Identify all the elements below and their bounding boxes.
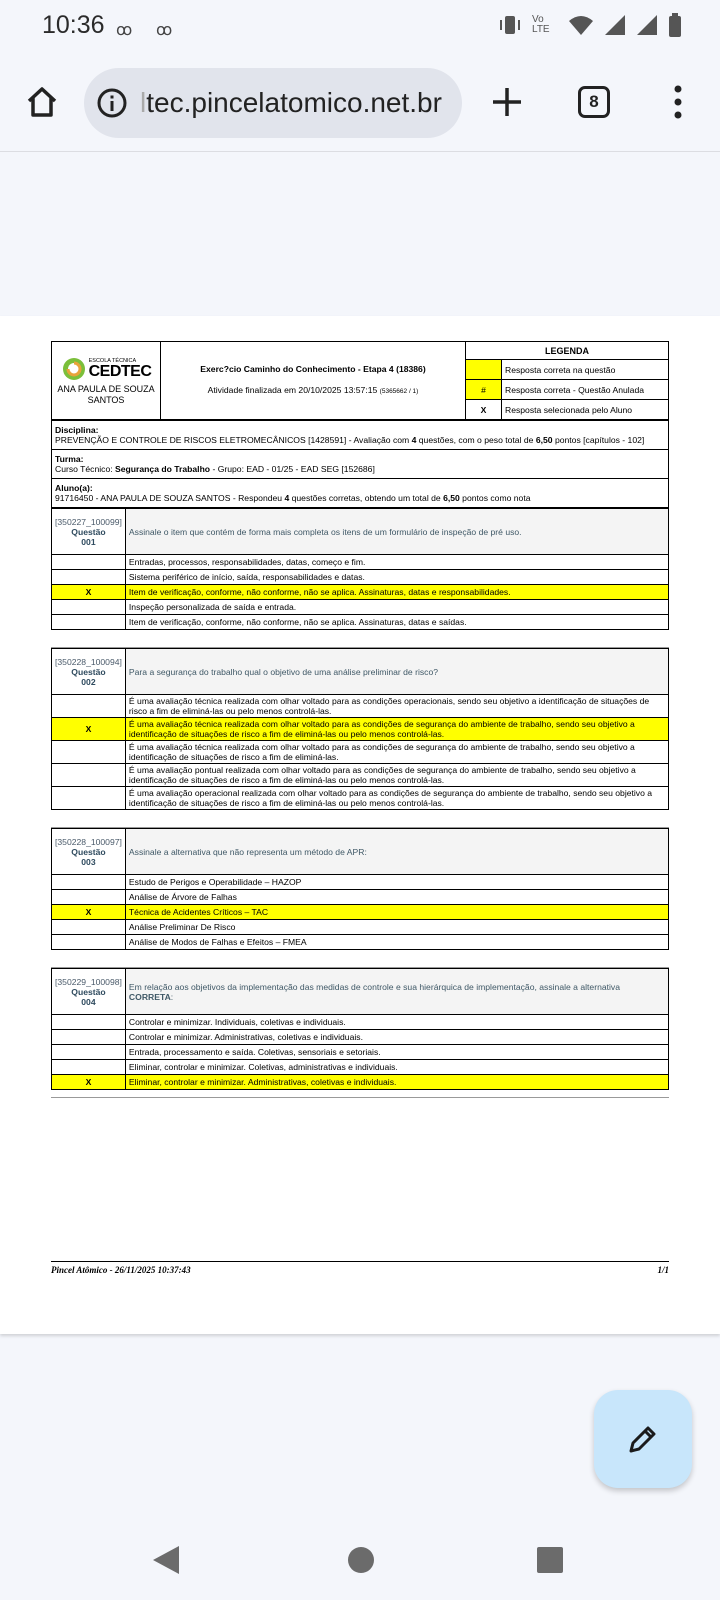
question-table — [51, 968, 669, 1090]
battery-icon — [668, 13, 682, 37]
question-separator — [51, 630, 669, 648]
aluno-text: questões corretas, obtendo um total de — [289, 493, 444, 503]
question-id-cell — [52, 509, 126, 555]
tab-switcher-button[interactable] — [578, 86, 610, 118]
answer-text: Inspeção personalizada de saída e entrada. — [125, 600, 668, 615]
answer-text: Estudo de Perigos e Operabilidade – HAZOP — [125, 875, 668, 890]
home-nav-icon[interactable] — [347, 1546, 375, 1574]
question-code: [350228_100094] — [55, 656, 122, 667]
answer-text: Item de verificação, conforme, não conforme, não se aplica. Assinaturas, datas e responsabilidades. — [125, 585, 668, 600]
question-text — [125, 509, 668, 555]
legend-text: Resposta selecionada pelo Aluno — [502, 400, 669, 420]
answer-text: Eliminar, controlar e minimizar. Administrativas, coletivas e individuais. — [125, 1075, 668, 1090]
legend-symbol — [466, 360, 502, 380]
aluno-label: Aluno(a): — [55, 483, 93, 493]
answer-text: Análise de Árvore de Falhas — [125, 890, 668, 905]
status-icons — [498, 13, 682, 37]
question-separator — [51, 810, 669, 828]
school-name: CEDTEC — [88, 362, 152, 380]
info-icon[interactable] — [96, 87, 128, 119]
answer-text: Eliminar, controlar e minimizar. Coletivas, administrativas e individuais. — [125, 1060, 668, 1075]
disciplina-text: pontos [capítulos - 102] — [552, 435, 645, 445]
url-prefix: l — [140, 87, 147, 118]
answer-mark — [52, 1045, 126, 1060]
answer-option — [52, 890, 669, 905]
status-bar — [0, 0, 720, 52]
answer-text: Entradas, processos, responsabilidades, datas, começo e fim. — [125, 555, 668, 570]
aluno-cell — [52, 479, 669, 508]
turma-text: Curso Técnico: — [55, 464, 116, 474]
legend-symbol: # — [466, 380, 502, 400]
answer-mark — [52, 875, 126, 890]
question-number: 003 — [81, 856, 96, 867]
legend-text: Resposta correta na questão — [502, 360, 669, 380]
voicemail-icon: ꝏ — [116, 22, 133, 39]
exercise-title: Exerc?cio Caminho do Conhecimento - Etapa 4 (18386) — [200, 364, 426, 374]
answer-mark: X — [52, 718, 126, 741]
pencil-icon — [626, 1422, 660, 1456]
page-footer — [51, 1261, 669, 1275]
question-text — [125, 829, 668, 875]
volte-icon: Vo LTE — [532, 14, 550, 35]
answer-option — [52, 787, 669, 810]
question-statement: Assinale a alternativa que não representa um método de APR: — [128, 846, 367, 857]
answer-text: Análise de Modos de Falhas e Efeitos – FMEA — [125, 935, 668, 950]
legend-title: LEGENDA — [466, 342, 669, 360]
answer-text: Técnica de Acidentes Críticos – TAC — [125, 905, 668, 920]
question-label: Questão — [71, 666, 106, 677]
question-table — [51, 508, 669, 630]
answer-option — [52, 570, 669, 585]
recents-icon[interactable] — [537, 1547, 563, 1573]
answer-option — [52, 615, 669, 630]
answer-option — [52, 875, 669, 890]
system-navbar — [0, 1520, 720, 1600]
question-label: Questão — [71, 986, 106, 997]
answer-mark — [52, 764, 126, 787]
answer-text: É uma avaliação técnica realizada com olhar voltado para as condições operacionais, sendo seu objetivo a identificação de situações de risco a fim de eliminá-las ou pelo menos controlá-las. — [125, 695, 668, 718]
url-host: tec.pincelatomico.net.br — [146, 87, 442, 118]
answer-mark: X — [52, 1075, 126, 1090]
correct-count: 4 — [284, 493, 290, 503]
signal-icon — [604, 14, 626, 36]
disciplina-cell — [52, 421, 669, 450]
question-text — [125, 649, 668, 695]
aluno-text: pontos como nota — [459, 493, 531, 503]
url-text[interactable] — [140, 87, 442, 119]
question-statement-end: : — [170, 991, 174, 1002]
school-small: ESCOLA TÉCNICA — [88, 357, 137, 364]
answer-text: Entrada, processamento e saída. Coletivas, sensoriais e setoriais. — [125, 1045, 668, 1060]
school-logo — [54, 356, 158, 382]
question-code: [350227_100099] — [55, 516, 122, 527]
question-id-cell — [52, 829, 126, 875]
new-tab-icon[interactable] — [490, 85, 524, 119]
signal-icon — [636, 14, 658, 36]
answer-mark — [52, 741, 126, 764]
answer-mark — [52, 935, 126, 950]
question-count: 4 — [411, 435, 417, 445]
question-label: Questão — [71, 846, 106, 857]
aluno-text: 91716450 - ANA PAULA DE SOUZA SANTOS - Respondeu — [55, 493, 285, 503]
footer-right: 1/1 — [657, 1265, 669, 1275]
voicemail-icon: ꝏ — [156, 22, 173, 39]
question-label: Questão — [71, 526, 106, 537]
edit-button[interactable] — [594, 1390, 692, 1488]
more-menu-icon[interactable] — [670, 85, 686, 119]
report — [51, 341, 669, 1098]
turma-cell — [52, 450, 669, 479]
answer-text: É uma avaliação técnica realizada com olhar voltado para as condições de segurança do ambiente de trabalho, sendo seu objetivo a identificação de situações de risco a fim de eliminá-las. — [125, 741, 668, 764]
question-statement: Em relação aos objetivos da implementação das medidas de controle e sua hierárquica de implementação, assinale a alternativa — [128, 981, 620, 992]
answer-option — [52, 905, 669, 920]
answer-mark: X — [52, 905, 126, 920]
wifi-icon — [568, 14, 594, 36]
tab-count: 8 — [589, 92, 599, 111]
answer-option — [52, 585, 669, 600]
question-separator — [51, 950, 669, 968]
question-statement: Para a segurança do trabalho qual o objetivo de uma análise preliminar de risco? — [128, 666, 439, 677]
answer-mark — [52, 695, 126, 718]
answer-option — [52, 1045, 669, 1060]
clock: 10:36 — [42, 11, 105, 39]
question-table — [51, 828, 669, 950]
answer-option — [52, 935, 669, 950]
question-number: 002 — [81, 676, 96, 687]
answer-mark — [52, 787, 126, 810]
info-table — [51, 420, 669, 508]
answer-option — [52, 920, 669, 935]
answer-option — [52, 1030, 669, 1045]
answer-mark — [52, 1060, 126, 1075]
answer-mark — [52, 1015, 126, 1030]
document-page — [0, 316, 720, 1334]
answer-option — [52, 1075, 669, 1090]
answer-mark — [52, 600, 126, 615]
answer-text: Sistema periférico de início, saída, responsabilidades e datas. — [125, 570, 668, 585]
disciplina-text: questões, com o peso total de — [416, 435, 536, 445]
school-cell — [52, 342, 161, 420]
question-table — [51, 648, 669, 810]
answer-text: É uma avaliação pontual realizada com olhar voltado para as condições de segurança do ambiente de trabalho, sendo seu objetivo a identificação de situações de risco a fim de eliminá-las ou pelo menos controlá-las. — [125, 764, 668, 787]
answer-mark: X — [52, 585, 126, 600]
home-icon[interactable] — [24, 84, 60, 120]
finished-text: Atividade finalizada em 20/10/2025 13:57:15 — [207, 385, 378, 395]
answer-option — [52, 555, 669, 570]
legend-symbol: X — [466, 400, 502, 420]
answer-mark — [52, 890, 126, 905]
footer-left: Pincel Atômico - 26/11/2025 10:37:43 — [51, 1265, 191, 1275]
answer-mark — [52, 1030, 126, 1045]
cedtec-logo-icon — [61, 356, 87, 382]
answer-option — [52, 695, 669, 718]
question-separator — [51, 1090, 669, 1098]
answer-mark — [52, 555, 126, 570]
answer-mark — [52, 570, 126, 585]
answer-text: É uma avaliação técnica realizada com olhar voltado para as condições de segurança do ambiente de trabalho, sendo seu objetivo a identificação de situações de risco a fim de eliminá-las ou pelo menos controlá-las. — [125, 718, 668, 741]
total-weight: 6,50 — [535, 435, 553, 445]
turma-label: Turma: — [55, 454, 84, 464]
answer-text: Controlar e minimizar. Individuais, coletivas e individuais. — [125, 1015, 668, 1030]
question-id-cell — [52, 969, 126, 1015]
answer-option — [52, 741, 669, 764]
address-bar[interactable] — [84, 68, 462, 138]
answer-mark — [52, 920, 126, 935]
student-name: ANA PAULA DE SOUZA SANTOS — [57, 383, 155, 405]
answer-text: Análise Preliminar De Risco — [125, 920, 668, 935]
question-id-cell — [52, 649, 126, 695]
answer-option — [52, 718, 669, 741]
disciplina-label: Disciplina: — [55, 425, 99, 435]
answer-option — [52, 1060, 669, 1075]
answer-option — [52, 600, 669, 615]
answer-text: Controlar e minimizar. Administrativas, coletivas e individuais. — [125, 1030, 668, 1045]
answer-mark — [52, 615, 126, 630]
exercise-cell — [161, 342, 466, 420]
answer-option — [52, 764, 669, 787]
question-emphasis: CORRETA — [128, 991, 171, 1002]
report-header — [51, 341, 669, 420]
question-statement: Assinale o item que contém de forma mais completa os itens de um formulário de inspeção de pré uso. — [128, 526, 522, 537]
turma-text: - Grupo: EAD - 01/25 - EAD SEG [152686] — [210, 464, 375, 474]
finished-code: (5365662 / 1) — [379, 388, 419, 395]
disciplina-text: PREVENÇÃO E CONTROLE DE RISCOS ELETROMECÂNICOS [1428591] - Avaliação com — [55, 435, 412, 445]
question-code: [350228_100097] — [55, 836, 122, 847]
questions-list — [51, 508, 669, 1098]
answer-text: É uma avaliação operacional realizada com olhar voltado para as condições de segurança do ambiente de trabalho, sendo seu objetivo a identificação de situações de risco a fim de eliminá-las ou pelo menos controlá-las. — [125, 787, 668, 810]
answer-text: Item de verificação, conforme, não conforme, não se aplica. Assinaturas, datas e saídas. — [125, 615, 668, 630]
back-icon[interactable] — [151, 1544, 181, 1576]
browser-toolbar — [0, 52, 720, 152]
answer-option — [52, 1015, 669, 1030]
page-margin — [0, 152, 720, 316]
legend-text: Resposta correta - Questão Anulada — [502, 380, 669, 400]
question-code: [350229_100098] — [55, 976, 122, 987]
question-number: 004 — [81, 996, 96, 1007]
course-name: Segurança do Trabalho — [115, 464, 211, 474]
question-number: 001 — [81, 536, 96, 547]
score: 6,50 — [443, 493, 460, 503]
question-text — [125, 969, 668, 1015]
vibrate-icon — [498, 14, 522, 36]
